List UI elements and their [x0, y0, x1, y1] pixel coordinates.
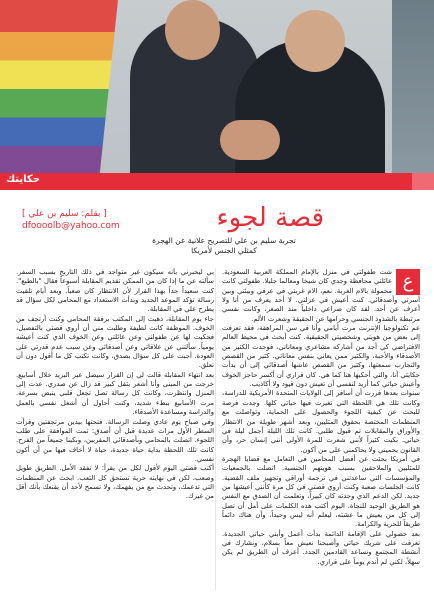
author-name: [ بقلم: سليم بن علي ] [22, 209, 107, 219]
author-email[interactable]: dfoooolb@yahoo.com [22, 221, 120, 231]
header-photo [0, 0, 434, 178]
paragraph: سنوات بعدها قررت أن أسافر إلى الولايات المتحدة الأمريكية للدراسة، وكانت تلك هي اللحظة التي تغيرت فيها حياتي كلها. وجدت فرصة للبحث عن كيفية اللجوء والحصول على الحماية، وتواصلت مع المنظمات المختصة بحقوق المثليين، وبعد أشهر طويلة من الانتظار والأوراق والمقابلات تم قبول طلبي. كانت تلك الليلة أجمل ليلة في حياتي. بكيت كثيراً لأنني شعرت للمرة الأولى أنني إنسان حر، وأن القانون يحميني ولا يحاكمني على من أكون. [222, 389, 420, 454]
person-left-head [165, 0, 220, 60]
paragraph: عم تكنولوجيا الإنترنت مرت أيامي وأنا في سن المراهقة، فقد تعرفت إلى بعض من هويتي وشخصيتي الحقيقية. كنت أبحث في محيط العالم الافتراضي كي أجد من أشاركه مشاعري ومعاناتي، فوجدت الكثير من الأصدقاء والأحبة، والكثير ممن يعاني بنفس معاناتي. كثير من القصص والتجارب سمعتها، وكثير من القصص عاشها أصدقائي إلى أن بدأت حكايتي أنا، والتي أحكيها هنا كما هي. كان قراري أن أكسر حاجز الخوف وأعيش حياتي كما أريد لنفسي أن تعيش دون قيود ولا أكاذيب. [222, 324, 420, 389]
column-divider [215, 268, 216, 590]
paragraph: بعد انتهاء المقابلة قالت لي إن القرار سيصل عبر البريد خلال أسابيع. خرجت من المبنى وأنا أشعر بثقل كبير قد زال عن صدري. عدت إلى المنزل وانتظرت، وكانت كل رسالة تصل تجعل قلبي ينبض بسرعة. مرت الأسابيع ببطء شديد، وكنت أحاول أن أشغل نفسي بالعمل والدراسة ومساعدة الأصدقاء. [16, 370, 214, 417]
paragraph: وفي صباح يوم عادي وصلت الرسالة. فتحتها بيدين مرتجفتين وقرأت السطر الأول مرات عديدة قبل أن أصدق: تمت الموافقة على طلب اللجوء. اتصلت بالمحامي وبأصدقائي المقربين، وبكينا جميعاً من الفرح. كانت تلك اللحظة بداية حياة جديدة، حياة لا أخاف فيها من أن أكون نفسي. [16, 417, 214, 463]
section-bar-accent [412, 173, 434, 190]
holding-hands [220, 120, 280, 160]
article-column-right [222, 268, 420, 590]
paragraph: بعد حصولي على الإقامة الدائمة بدأت أعمل وأبني حياتي الجديدة. تعرفت على شريك حياتي وأصبحنا نعيش معاً بسلام، ونشارك في أنشطة المجتمع ونساعد القادمين الجدد. أعرف أن الطريق لم يكن سهلاً، لكني لم أندم يوماً على قراري. [222, 529, 420, 566]
article-title: قصة لجوء [216, 203, 324, 233]
paragraph-text: شت طفولتي في منزل بالإمام المملكة العربية السعودية. عائلتي محافظة وجدي كان شيخا ومعالما جليلا. طفولتي كانت محمولة بالام الغربة. نعم، الام غربتي في عرفي وبيئتي وبين أسرتي وأصدقائي. كنت أعيش في عزلتي. لا أحد يعرف من أنا ولا أعرف عن أحد. لقد كان صراعي داخلياً منذ الصغر، وكانت نفسي مرتبطة بالشذوذ الجنسي وحرامها عن الحقيقة وشعرت الألم. [222, 268, 420, 323]
section-bar [0, 173, 434, 190]
rainbow-flag [0, 0, 118, 178]
article-subtitle [124, 236, 324, 256]
section-label: حكايتك [6, 174, 40, 185]
paragraph: جاء يوم المقابلة، ذهبت إلى المكتب برفقة المحامي وكنت أرتجف من الخوف. الموظفة كانت لطيفة وطلبت مني أن أروي قصتي بالتفصيل، فحكيت لها عن طفولتي وعن عائلتي وعن الخوف الذي كنت أعيشه يومياً. سألتني عن علاقاتي وعن أصدقائي وعن سبب عدم قدرتي على العودة. أجبت على كل سؤال بصدق، وكانت تكتب كل ما أقول دون أن تعلق. [16, 314, 214, 370]
paragraph [222, 268, 420, 324]
article-column-left [16, 268, 214, 590]
paragraph: في أمريكا بحثت عن أفضل المحامين في التعامل مع قضايا الهجرة للمثليين والملاحقين بسبب هويتهم الجنسية. اتصلت بالجمعيات والمؤسسات التي ساعدتني في ترجمة أوراقي وتجهيز ملف القضية. كانت الجلسات صعبة وكنت أروي قصتي في كل مرة كأنني أعيشها من جديد. لكن الدعم الذي وجدته كان كبيراً، وتعلمت أن الصدق مع النفس هو الطريق الوحيد للنجاة. اليوم أكتب هذه الكلمات على أمل أن تصل إلى كل من يعيش ما عشته، ليعلم أنه ليس وحيداً، وأن هناك دائماً طريقاً للحرية والكرامة. [222, 454, 420, 529]
paragraph: بي ليخبرني بأنه سيكون غير متواجد في ذلك التاريخ بسبب السفر. سألته عن ما إذا كان من الممكن تقديم المقابلة أسبوعاً فقال "بالطبع". كنت سعيداً جداً بهذا القرار لأن الانتظار كان صعباً. وبعد أيام تلقيت رسالة تؤكد الموعد الجديد وبدأت الاستعداد مع المحامي لكل سؤال قد يطرح علي في المقابلة. [16, 268, 214, 314]
paragraph: أكتب قصتي اليوم لأقول لكل من يقرأ: لا تفقد الأمل. الطريق طويل وصعب، لكن في نهايته حرية تستحق كل التعب. ابحث عن المنظمات التي تدعمك، وتحدث مع من يفهمك، ولا تسمح لأحد أن يقنعك بأنك أقل من غيرك. [16, 464, 214, 501]
dropcap: ع [396, 269, 420, 295]
subtitle-line-2: كمثلي الجنس لأمريكا [191, 246, 257, 255]
person-right-head [285, 10, 345, 72]
author-block [22, 208, 132, 232]
photo-edge-strip [392, 0, 434, 178]
subtitle-line-1: تجربة سليم بن علي للتصريح علانية عن الهجرة [152, 236, 296, 245]
